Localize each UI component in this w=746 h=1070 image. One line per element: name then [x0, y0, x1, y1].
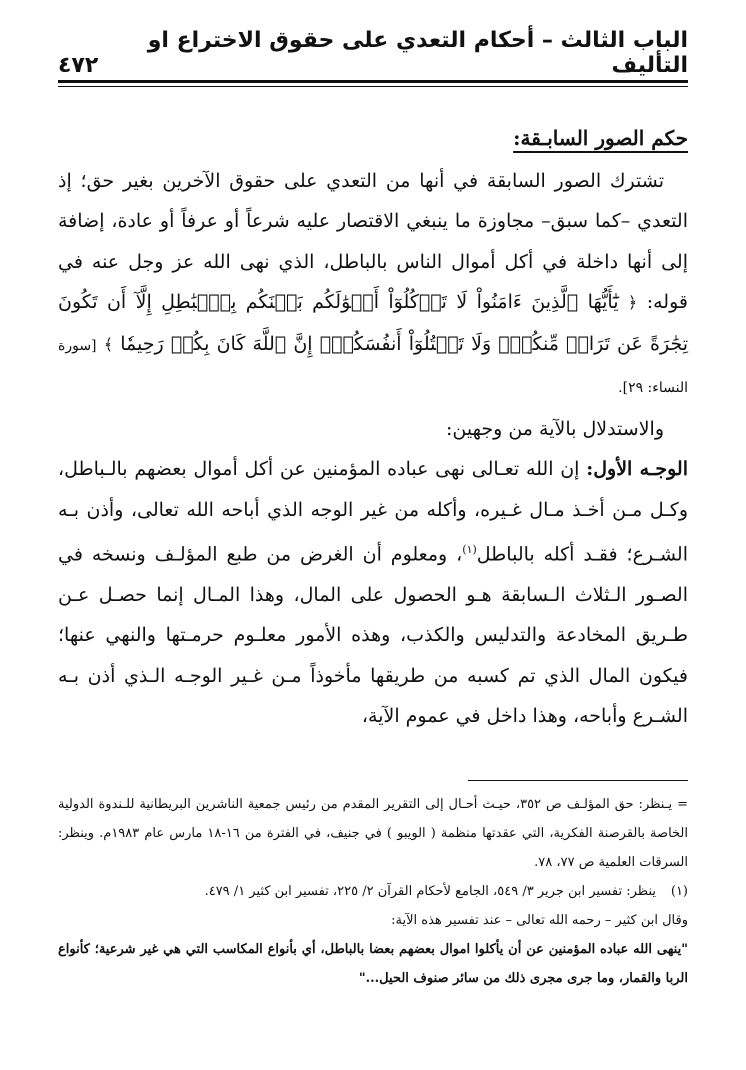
section-heading: حكم الصور السابـقة:: [513, 126, 688, 150]
footnotes: [58, 790, 688, 993]
footnote-1-line-1: ينظر: تفسير ابن جرير ٣/ ٥٤٩، الجامع لأحكام القرآن ٢/ ٢٢٥، تفسير ابن كثير ١/ ٤٧٩.: [204, 884, 656, 899]
running-title: الباب الثالث – أحكام التعدي على حقوق الاختراع او التأليف: [147, 28, 688, 78]
verse-open-bracket: ﴿: [627, 293, 638, 312]
footnote-1: [58, 877, 688, 906]
verse-close-bracket: ﴾: [103, 334, 114, 354]
footnote-1-mark: (١): [670, 884, 688, 899]
header-rule-thick: [58, 80, 688, 83]
face-1-label: الوجـه الأول:: [586, 458, 688, 480]
footnote-divider: [468, 780, 688, 781]
quran-verse: يَٰٓأَيُّهَا ٱلَّذِينَ ءَامَنُواْ لَا تَأۡكُلُوٓاْ أَمۡوَٰلَكُم بَيۡنَكُم بِٱلۡبَٰطِلِ إِلَّآ أَن تَكُونَ تِجَٰرَةً عَن تَرَاضٖ مِّنكُمۡۚ وَلَا تَقۡتُلُوٓاْ أَنفُسَكُمۡۚ إِنَّ ٱللَّهَ كَانَ بِكُمۡ رَحِيمٗا: [58, 291, 689, 355]
footnote-continuation: = يـنظر: حق المؤلـف ص ٣٥٢، حيـث أحـال إلى التقرير المقدم من رئيس جمعية الناشرين البريطانية للـندوة الدولية الخاصة بالقرصنة الفكرية، التي عقدتها منظمة ( الويبو ) في جنيف، في الفترة من ١٦-١٨ مارس عام ١٩٨٣م. وينظر: السرقات العلمية ص ٧٧، ٧٨.: [58, 797, 688, 870]
footnote-1-line-2: وقال ابن كثير – رحمه الله تعالى – عند تفسير هذه الآية:: [391, 913, 688, 928]
paragraph-1-text: تشترك الصور السابقة في أنها من التعدي على حقوق الآخرين بغير حق؛ إذ التعدي –كما سبق– مجاوزة ما ينبغي الاقتصار عليه شرعاً أو عرفاً أو عادة، إضافة إلى أنها داخلة في أكل أموال الناس بالباطل، الذي نهى الله عز وجل عنه في قوله:: [58, 169, 688, 313]
footnote-1-quote: "ينهى الله عباده المؤمنين عن أن يأكلوا اموال بعضهم بعضا بالباطل، أي بأنواع المكاسب التي هي غير شرعية؛ كأنواع الربا والقمار، وما جرى مجرى ذلك من سائر صنوف الحيل...": [58, 942, 688, 986]
face-1-text-a: إن الله تعـالى نهى عباده المؤمنين عن أكل أموال بعضهم بالـباطل، وكـل مـن أخـذ مـال غـيره، وأكله من غير الوجه الذي أباحه الله تعالى، وأذن بـه الشـرع؛ فقـد أكله بالباطل: [58, 458, 689, 566]
verse-reference: [سورة النساء: ٢٩].: [58, 337, 688, 396]
paragraph-1: [58, 161, 688, 409]
page-number: ٤٧٢: [58, 53, 99, 78]
header-rule-thin: [58, 86, 688, 87]
face-1-text-b: ، ومعلوم أن الغرض من طبع المؤلـف ونسخه في الصـور الـثلاث الـسابقة هـو الحصول على المال، وهذا المـال إنما حصـل عـن طـريق المخادعة والتدليس والكذب، وهذه الأمور معلـوم حرمـتها والنهي عنها؛ فيكون المال الذي تم كسبه من طريقها مأخوذاً مـن غـير الوجـه الـذي أذن بـه الشـرع وأباحه، وهذا داخل في عموم الآية،: [58, 543, 688, 728]
paragraph-2: والاستدلال بالآية من وجهين:: [446, 417, 664, 440]
footnote-ref-1[interactable]: (١): [462, 543, 477, 556]
paragraph-face-1: [58, 449, 688, 737]
page-header: [58, 28, 688, 78]
main-text: [58, 118, 688, 737]
